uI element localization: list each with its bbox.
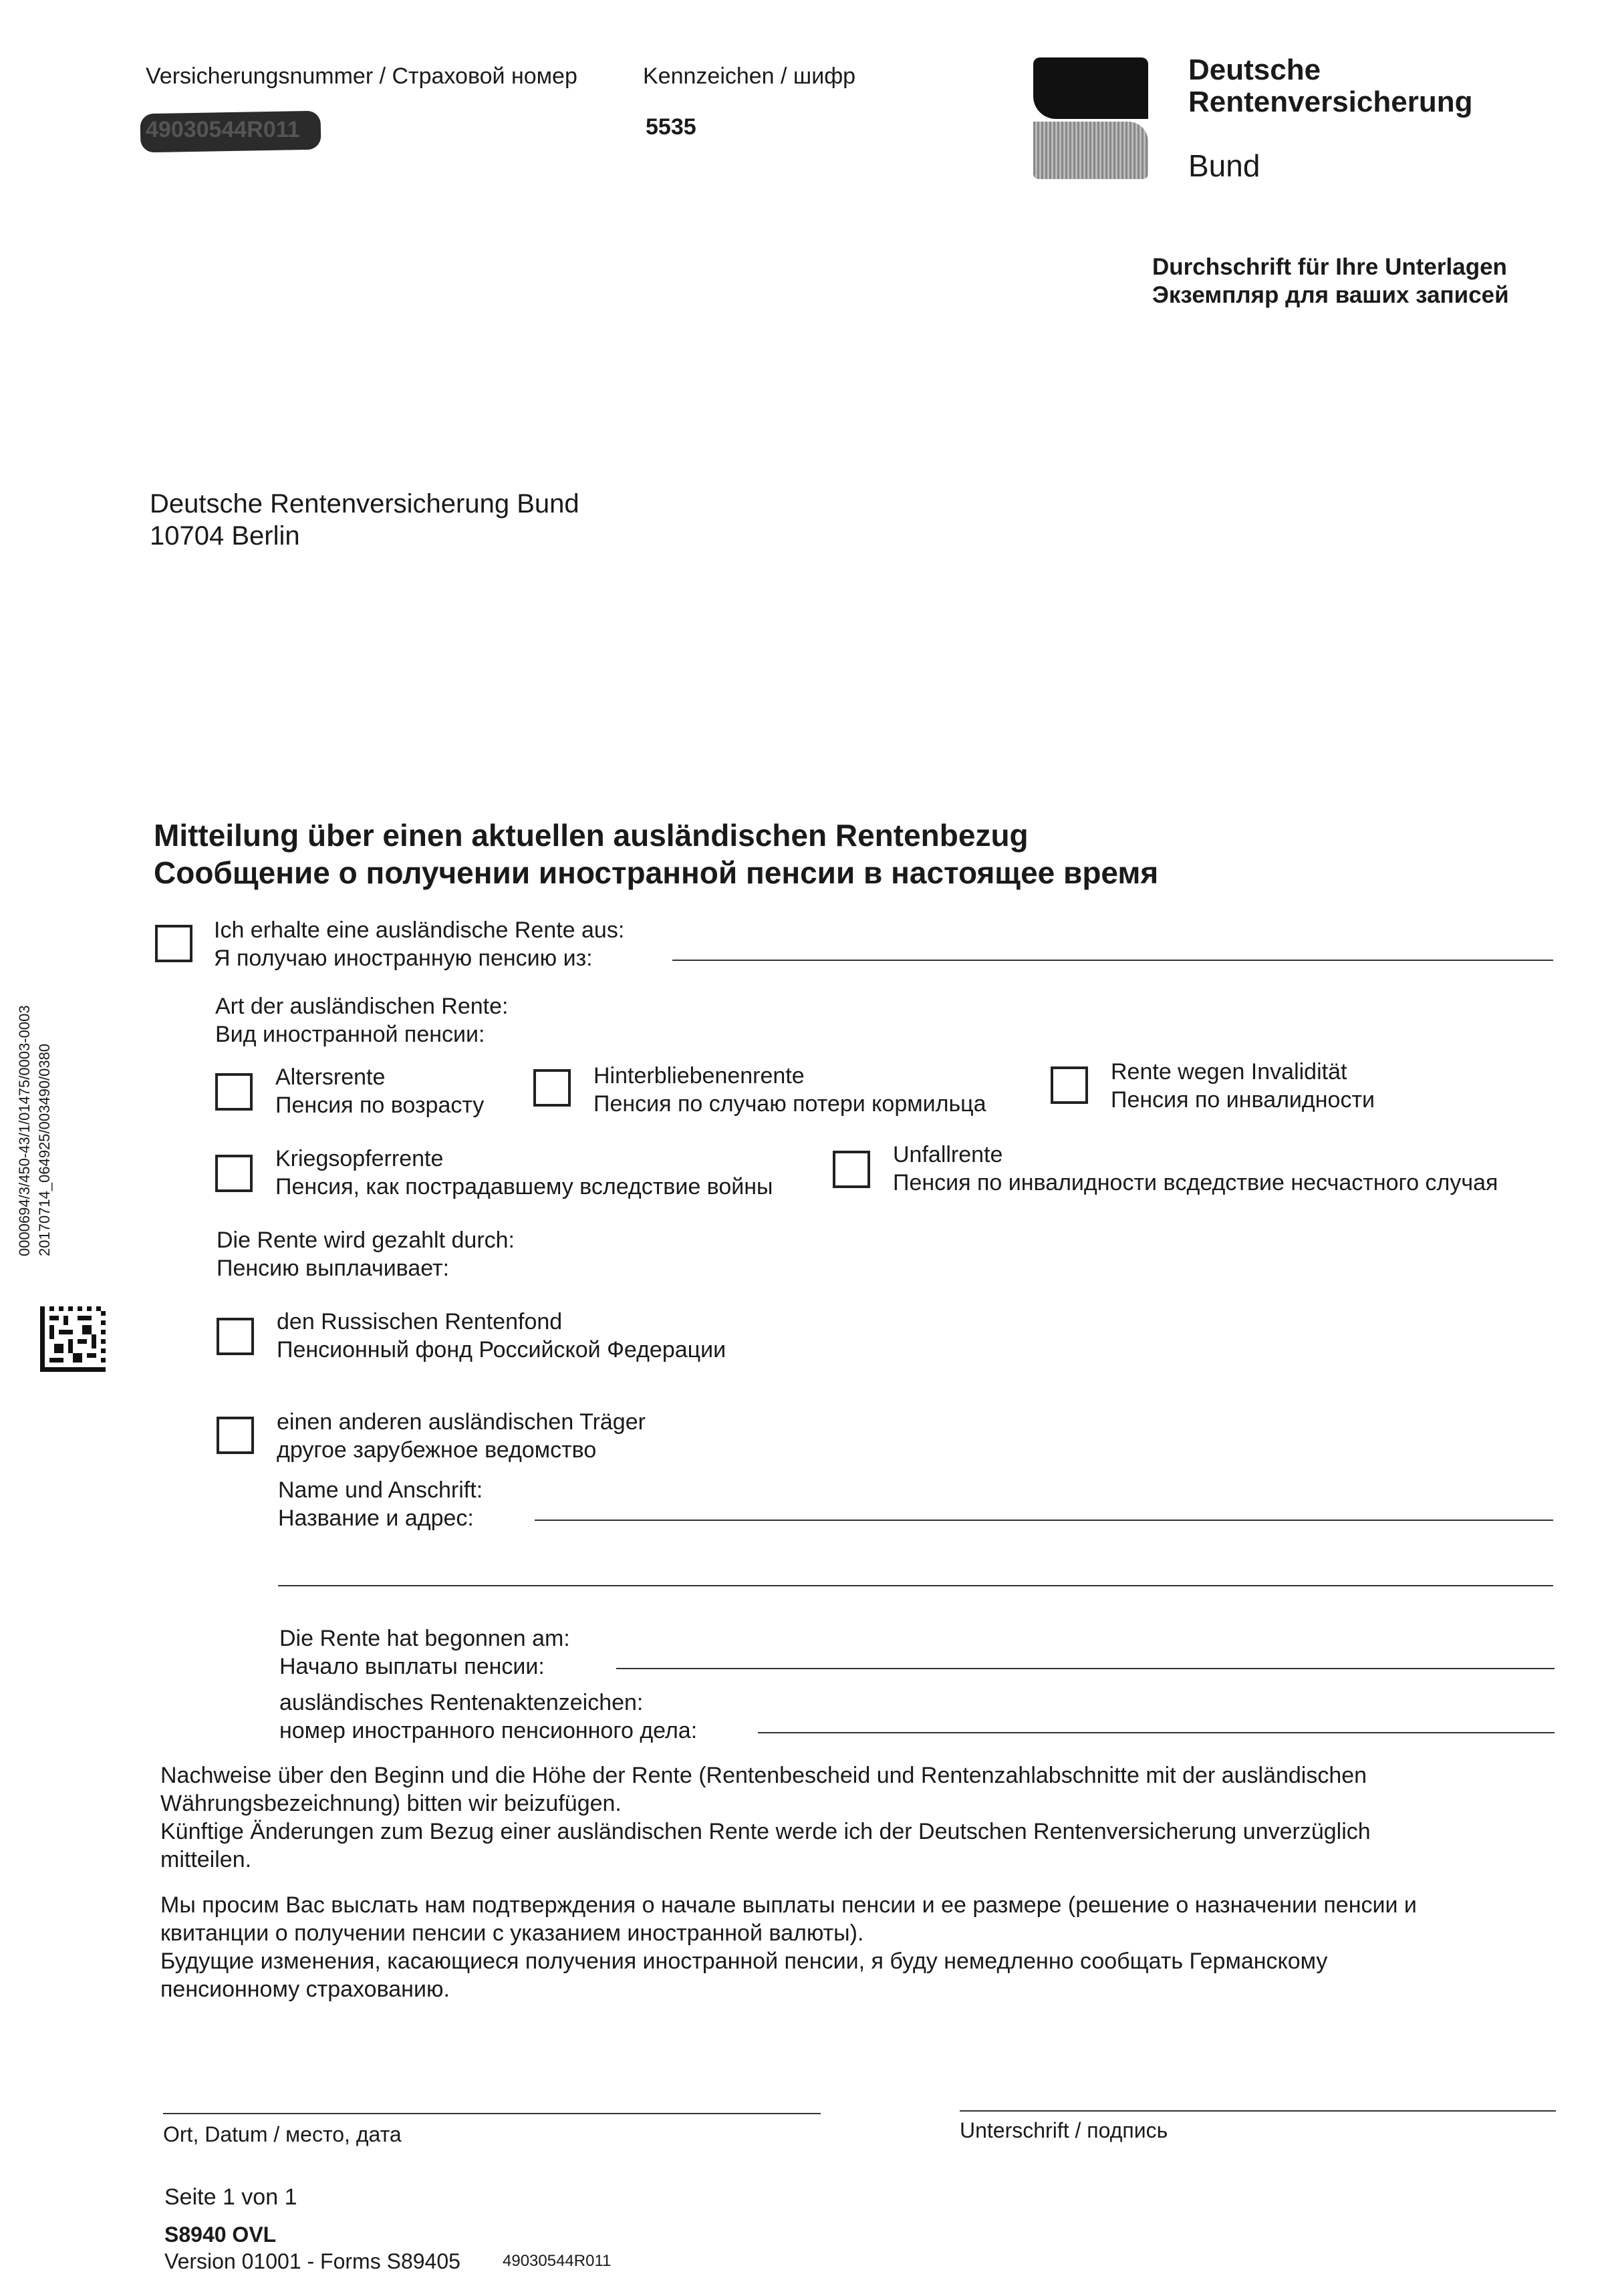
form-version: Version 01001 - Forms S89405 bbox=[164, 2249, 460, 2273]
russian-fund-de: den Russischen Rentenfond bbox=[277, 1309, 563, 1334]
page-number: Seite 1 von 1 bbox=[164, 2184, 297, 2210]
recipient-city: 10704 Berlin bbox=[150, 521, 300, 551]
notes-de-line-2: Währungsbezeichnung) bitten wir beizufügen. bbox=[160, 1791, 622, 1816]
notes-ru-line-2: квитанции о получении пенсии с указанием иностранной валюты). bbox=[160, 1920, 864, 1946]
place-date-field[interactable] bbox=[163, 2113, 821, 2114]
accident-pension-de: Unfallrente bbox=[893, 1142, 1003, 1167]
war-victim-pension-checkbox[interactable] bbox=[215, 1155, 253, 1192]
notes-de bbox=[160, 1761, 1371, 1874]
survivor-pension-de: Hinterbliebenenrente bbox=[593, 1063, 805, 1089]
receive-country-field[interactable] bbox=[672, 960, 1553, 961]
form-title-ru: Сообщение о получении иностранной пенсии в настоящее время bbox=[154, 855, 1159, 890]
pension-type-label-de: Art der ausländischen Rente: bbox=[215, 994, 509, 1019]
receive-pension-label-de: Ich erhalte eine ausländische Rente aus: bbox=[214, 917, 625, 943]
footer-reference: 49030544R011 bbox=[503, 2252, 612, 2270]
old-age-pension-checkbox[interactable] bbox=[215, 1073, 253, 1111]
disability-pension-ru: Пенсия по инвалидности bbox=[1111, 1087, 1375, 1113]
notes-de-line-1: Nachweise über den Beginn und die Höhe der Rente (Rentenbescheid und Rentenzahlabschnitte mit der ausländischen bbox=[160, 1763, 1367, 1788]
disability-pension-checkbox[interactable] bbox=[1051, 1066, 1088, 1104]
signature-field[interactable] bbox=[960, 2110, 1556, 2112]
place-date-label: Ort, Datum / место, дата bbox=[163, 2122, 402, 2146]
notes-ru bbox=[160, 1891, 1417, 2003]
sidebar-codes bbox=[12, 962, 59, 1256]
notes-de-line-4: mitteilen. bbox=[160, 1847, 252, 1872]
start-date-label-de: Die Rente hat begonnen am: bbox=[279, 1626, 570, 1651]
war-victim-pension-de: Kriegsopferrente bbox=[275, 1146, 444, 1171]
old-age-pension-de: Altersrente bbox=[275, 1064, 386, 1090]
logo-line-1: Deutsche bbox=[1188, 53, 1321, 86]
form-code: S8940 OVL bbox=[164, 2222, 277, 2247]
accident-pension-ru: Пенсия по инвалидности вcдедствие несчастного случая bbox=[893, 1170, 1498, 1195]
war-victim-pension-ru: Пенсия, как пострадавшему вследствие войны bbox=[275, 1174, 773, 1199]
notes-ru-line-1: Мы просим Вас выслать нам подтверждения о начале выплаты пенсии и ее размере (решение о назначении пенсии и bbox=[160, 1892, 1417, 1918]
signature-label: Unterschrift / подпись bbox=[960, 2118, 1168, 2142]
file-number-label-de: ausländisches Rentenaktenzeichen: bbox=[279, 1690, 644, 1715]
datamatrix-code-icon bbox=[40, 1306, 106, 1372]
sidebar-code-1: 0000694/3/450-43/1/01475/0003-0003 bbox=[16, 1005, 33, 1256]
code-value: 5535 bbox=[646, 114, 696, 140]
paid-by-label-de: Die Rente wird gezahlt durch: bbox=[217, 1228, 515, 1253]
russian-fund-ru: Пенсионный фонд Российской Федерации bbox=[277, 1337, 726, 1362]
survivor-pension-checkbox[interactable] bbox=[533, 1069, 571, 1107]
name-address-label-de: Name und Anschrift: bbox=[278, 1477, 483, 1503]
sidebar-code-2: 20170714_064925/003490/0380 bbox=[36, 1043, 53, 1256]
other-carrier-de: einen anderen ausländischen Träger bbox=[277, 1409, 646, 1435]
paid-by-label-ru: Пенсию выплачивает: bbox=[217, 1256, 450, 1281]
logo-line-2: Rentenversicherung bbox=[1188, 86, 1473, 118]
insurance-number-label: Versicherungsnummer / Страховой номер bbox=[146, 63, 577, 89]
start-date-field[interactable] bbox=[616, 1668, 1555, 1669]
start-date-label-ru: Начало выплаты пенсии: bbox=[279, 1654, 545, 1679]
form-title-de: Mitteilung über einen aktuellen ausländischen Rentenbezug bbox=[154, 818, 1029, 853]
copy-note-ru: Экземпляр для ваших записей bbox=[1152, 282, 1509, 308]
name-address-label-ru: Название и адрес: bbox=[278, 1505, 474, 1531]
russian-fund-checkbox[interactable] bbox=[217, 1318, 254, 1355]
other-carrier-checkbox[interactable] bbox=[217, 1417, 254, 1454]
accident-pension-checkbox[interactable] bbox=[833, 1151, 870, 1188]
name-address-field[interactable] bbox=[535, 1520, 1553, 1521]
survivor-pension-ru: Пенсия по случаю потери кормильца bbox=[593, 1091, 986, 1117]
logo-line-3: Bund bbox=[1188, 148, 1260, 183]
receive-pension-label-ru: Я получаю иностранную пенсию из: bbox=[214, 946, 593, 971]
code-label: Kennzeichen / шифр bbox=[643, 63, 856, 89]
drv-logo-icon bbox=[1033, 57, 1148, 179]
pension-type-label-ru: Вид иностранной пенсии: bbox=[215, 1022, 485, 1047]
file-number-label-ru: номер иностранного пенсионного дела: bbox=[279, 1718, 698, 1743]
notes-ru-line-3: Будущие изменения, касающиеся получения иностранной пенсии, я буду немедленно сообщать Германскому bbox=[160, 1949, 1328, 1974]
insurance-number-value: 49030544R011 bbox=[146, 117, 300, 142]
file-number-field[interactable] bbox=[758, 1732, 1555, 1733]
receive-pension-checkbox[interactable] bbox=[155, 925, 192, 962]
disability-pension-de: Rente wegen Invalidität bbox=[1111, 1059, 1347, 1085]
copy-note-de: Durchschrift für Ihre Unterlagen bbox=[1152, 254, 1507, 280]
name-address-field-2[interactable] bbox=[278, 1585, 1553, 1586]
other-carrier-ru: другое зарубежное ведомство bbox=[277, 1437, 597, 1463]
recipient-name: Deutsche Rentenversicherung Bund bbox=[150, 489, 579, 519]
old-age-pension-ru: Пенсия по возрасту bbox=[275, 1093, 485, 1118]
notes-ru-line-4: пенсионному страхованию. bbox=[160, 1977, 450, 2002]
notes-de-line-3: Künftige Änderungen zum Bezug einer ausländischen Rente werde ich der Deutschen Rentenversicherung unverzüglich bbox=[160, 1819, 1371, 1844]
